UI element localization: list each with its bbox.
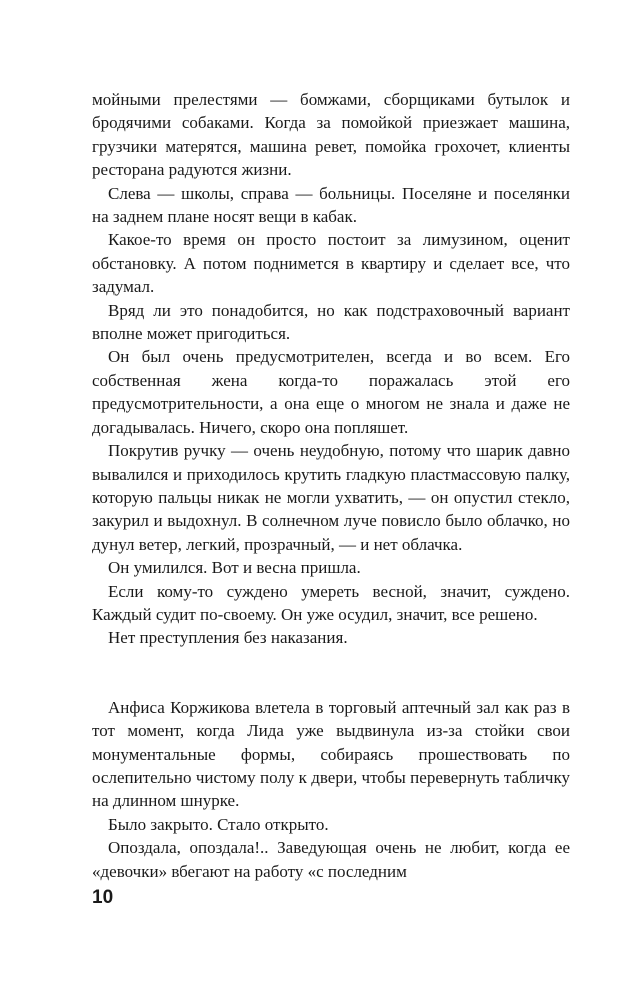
paragraph: Он умилился. Вот и весна пришла. bbox=[108, 558, 361, 578]
paragraph: Он был очень предусмотрителен, всегда и во всем. Его собственная жена когда-то поражалась этой его предусмотрительности, а она еще о многом не знала и даже не догадывалась. Ничего, скоро она попляшет. bbox=[92, 347, 570, 437]
paragraph: Анфиса Коржикова влетела в торговый аптечный зал как раз в тот момент, когда Лида уже выдвинула из-за стойки свои монументальные формы, собираясь прошествовать по ослепительно чистому полу к двери, чтобы перевернуть табличку на длинном шнурке. bbox=[92, 697, 570, 811]
paragraph: Было закрыто. Стало открыто. bbox=[108, 814, 329, 834]
section-break bbox=[92, 650, 570, 696]
paragraph: Опоздала, опоздала!.. Заведующая очень не любит, когда ее «девочки» вбегают на работу «с последним bbox=[92, 838, 570, 881]
paragraph: Покрутив ручку — очень неудобную, потому что шарик давно вывалился и приходилось крутить гладкую пластмассовую палку, которую пальцы никак не могли ухватить, — он опустил стекло, закурил и выдохнул. В солнечном луче повисло было облачко, но дунул ветер, легкий, прозрачный, — и нет облачка. bbox=[92, 441, 570, 554]
paragraph: Нет преступления без наказания. bbox=[108, 628, 348, 648]
book-page bbox=[92, 88, 570, 883]
paragraph: Какое-то время он просто постоит за лимузином, оценит обстановку. А потом поднимется в квартиру и сделает все, что задумал. bbox=[92, 230, 570, 297]
paragraph: Слева — школы, справа — больницы. Поселяне и поселянки на заднем плане носят вещи в кабак. bbox=[92, 183, 570, 227]
text-section-1 bbox=[92, 88, 570, 650]
text-section-2 bbox=[92, 696, 570, 883]
page-number: 10 bbox=[92, 887, 114, 908]
paragraph: Вряд ли это понадобится, но как подстраховочный вариант вполне может пригодиться. bbox=[92, 300, 570, 344]
paragraph: мойными прелестями — бомжами, сборщиками бутылок и бродячими собаками. Когда за помойкой приезжает машина, грузчики матерятся, машина ревет, помойка грохочет, клиенты ресторана радуются жизни. bbox=[92, 90, 570, 180]
paragraph: Если кому-то суждено умереть весной, значит, суждено. Каждый судит по-своему. Он уже осудил, значит, все решено. bbox=[92, 581, 570, 624]
